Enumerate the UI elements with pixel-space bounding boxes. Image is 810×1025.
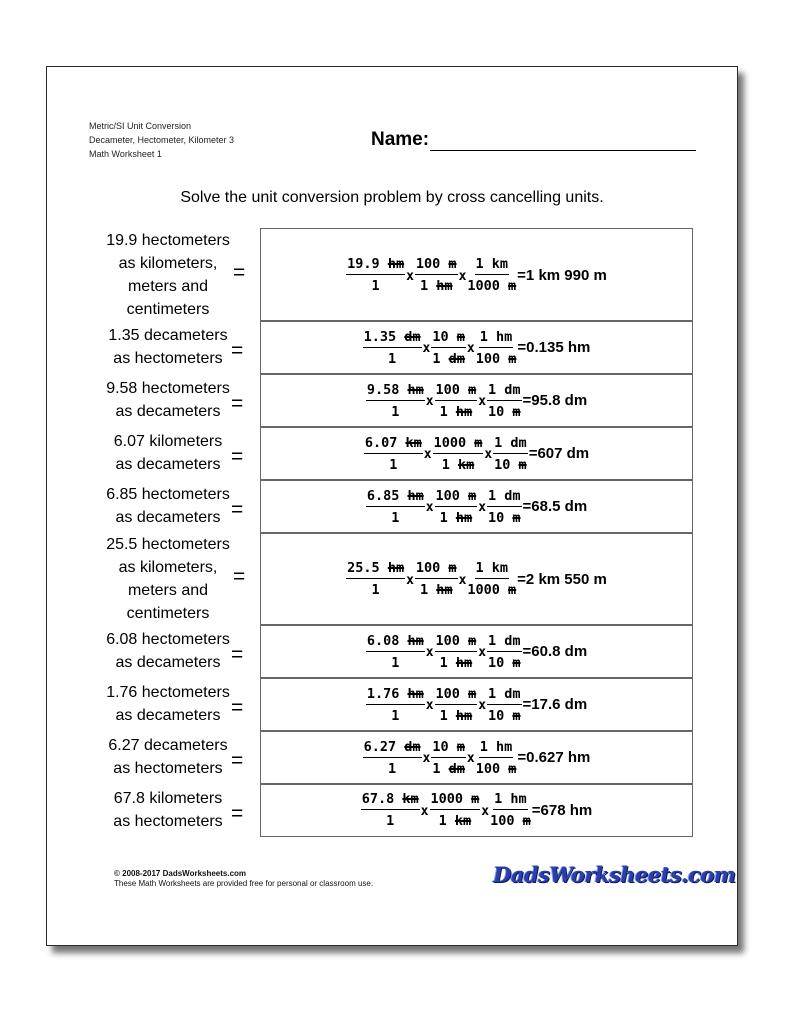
equals-sign: = — [231, 392, 244, 415]
conversion-factor-1 — [433, 435, 484, 473]
answer-value: =1 km 990 m — [517, 266, 607, 284]
denominator: 1 hm — [439, 403, 473, 420]
answer-value: =678 hm — [531, 801, 593, 819]
numerator: 67.8 km — [361, 791, 420, 810]
usage-notice: These Math Worksheets are provided free for personal or classroom use. — [114, 879, 374, 888]
cancelled-unit: m — [508, 278, 517, 294]
worksheet-meta — [89, 119, 234, 161]
numerator: 1 km — [475, 560, 510, 579]
cancelled-unit: hm — [407, 381, 424, 398]
multiply-sign: x — [425, 500, 434, 515]
dadsworksheets-logo[interactable]: DadsWorksheets.com — [493, 862, 736, 887]
multiply-sign: x — [466, 751, 475, 766]
numerator: 1 dm — [487, 633, 522, 652]
solution-cell — [260, 320, 693, 375]
cancelled-unit: hm — [455, 509, 473, 526]
conversion-factor-2 — [487, 633, 522, 671]
cancelled-unit: m — [508, 582, 517, 598]
equals-sign: = — [233, 260, 246, 284]
conversion-expression — [366, 488, 587, 526]
conversion-factor-1 — [431, 739, 466, 777]
cancelled-unit: hm — [387, 256, 405, 272]
cancelled-unit: m — [448, 256, 457, 272]
cancelled-unit: hm — [436, 582, 453, 598]
cancelled-unit: m — [512, 654, 521, 671]
worksheet-page — [46, 66, 738, 946]
conversion-factor-1 — [435, 488, 478, 526]
cancelled-unit: m — [522, 813, 531, 829]
solution-cell — [260, 532, 693, 626]
cancelled-unit: m — [508, 350, 517, 367]
conversion-factor-2 — [476, 329, 517, 367]
multiply-sign: x — [478, 500, 487, 515]
cancelled-unit: m — [518, 456, 527, 473]
denominator: 10 m — [488, 707, 521, 724]
conversion-factor-2 — [487, 382, 522, 420]
equals-sign: = — [231, 498, 244, 521]
problem-question: 1.76 hectometers as decameters — [106, 684, 230, 724]
numerator: 6.08 hm — [366, 633, 425, 652]
conversion-expression — [364, 435, 589, 473]
cancelled-unit: m — [512, 403, 521, 420]
denominator: 1000 m — [467, 278, 517, 294]
numerator: 6.85 hm — [366, 488, 425, 507]
multiply-sign: x — [425, 394, 434, 409]
denominator: 1 — [388, 760, 397, 777]
conversion-factor-2 — [467, 256, 516, 294]
denominator: 10 m — [488, 654, 521, 671]
cancelled-unit: m — [448, 560, 457, 576]
solution-cell — [260, 783, 693, 837]
multiply-sign: x — [478, 645, 487, 660]
numerator: 1 dm — [487, 488, 522, 507]
cancelled-unit: km — [405, 434, 422, 451]
equals-sign: = — [231, 339, 244, 362]
cancelled-unit: dm — [404, 328, 421, 345]
multiply-sign: x — [425, 698, 434, 713]
conversion-factor-1 — [435, 686, 478, 724]
denominator: 1 hm — [439, 509, 473, 526]
conversion-factor-1 — [415, 256, 458, 294]
numerator: 6.07 km — [364, 435, 423, 454]
numerator: 1000 m — [433, 435, 484, 454]
cancelled-unit: hm — [387, 560, 405, 576]
numerator: 1 hm — [493, 791, 528, 810]
cancelled-unit: km — [402, 791, 419, 807]
meta-line-3: Math Worksheet 1 — [89, 149, 162, 159]
problem-question: 25.5 hectometers as kilometers, meters and centimeters — [106, 535, 230, 622]
denominator: 1 dm — [432, 760, 465, 777]
given-fraction — [366, 488, 425, 526]
numerator: 100 m — [415, 560, 458, 579]
cancelled-unit: m — [512, 707, 521, 724]
numerator: 1 dm — [493, 435, 528, 454]
numerator: 1 hm — [479, 739, 514, 758]
cancelled-unit: m — [474, 434, 483, 451]
cancelled-unit: dm — [448, 760, 465, 777]
numerator: 100 m — [435, 633, 478, 652]
conversion-expression — [346, 256, 607, 294]
multiply-sign: x — [425, 645, 434, 660]
numerator: 1000 m — [430, 791, 481, 810]
answer-value: =607 dm — [528, 445, 590, 462]
conversion-factor-1 — [435, 382, 478, 420]
numerator: 25.5 hm — [346, 560, 405, 579]
numerator: 100 m — [435, 488, 478, 507]
cancelled-unit: m — [456, 738, 465, 755]
denominator: 10 m — [488, 403, 521, 420]
answer-value: =95.8 dm — [522, 392, 588, 409]
equals-sign: = — [231, 749, 244, 772]
conversion-factor-2 — [493, 435, 528, 473]
denominator: 1 — [391, 707, 400, 724]
given-fraction — [363, 329, 422, 367]
conversion-expression — [346, 560, 607, 598]
multiply-sign: x — [458, 268, 467, 284]
numerator: 100 m — [415, 256, 458, 275]
cancelled-unit: hm — [407, 632, 424, 649]
given-fraction — [363, 739, 422, 777]
cancelled-unit: m — [468, 381, 477, 398]
cancelled-unit: hm — [455, 403, 473, 420]
conversion-factor-2 — [467, 560, 516, 598]
cancelled-unit: hm — [436, 278, 453, 294]
denominator: 1 hm — [419, 582, 453, 598]
multiply-sign: x — [481, 803, 490, 819]
name-field — [371, 129, 696, 151]
multiply-sign: x — [478, 394, 487, 409]
multiply-sign: x — [422, 751, 431, 766]
denominator: 100 m — [475, 760, 517, 777]
solution-cell — [260, 373, 693, 428]
equals-sign: = — [233, 564, 246, 588]
given-fraction — [346, 256, 405, 294]
multiply-sign: x — [484, 447, 493, 462]
given-fraction — [366, 633, 425, 671]
problem-question: 1.35 decameters as hectometers — [108, 327, 228, 367]
denominator: 1 — [371, 278, 380, 294]
answer-value: =2 km 550 m — [517, 570, 607, 588]
cancelled-unit: m — [508, 760, 517, 777]
problem-question: 9.58 hectometers as decameters — [106, 380, 230, 420]
cancelled-unit: m — [468, 487, 477, 504]
problem-question: 19.9 hectometers as kilometers, meters and centimeters — [106, 231, 230, 318]
given-fraction — [364, 435, 423, 473]
numerator: 1.35 dm — [363, 329, 422, 348]
numerator: 10 m — [431, 739, 466, 758]
conversion-factor-1 — [415, 560, 458, 598]
multiply-sign: x — [422, 341, 431, 356]
name-label: Name: — [371, 129, 430, 150]
denominator: 1 hm — [439, 654, 473, 671]
numerator: 100 m — [435, 686, 478, 705]
name-blank-line[interactable] — [430, 130, 696, 151]
denominator: 1 — [371, 582, 380, 598]
numerator: 1 dm — [487, 686, 522, 705]
denominator: 100 m — [475, 350, 517, 367]
solution-cell — [260, 624, 693, 679]
cancelled-unit: dm — [448, 350, 465, 367]
answer-value: =0.627 hm — [517, 749, 591, 766]
instruction-text: Solve the unit conversion problem by cross cancelling units. — [180, 189, 604, 206]
numerator: 19.9 hm — [346, 256, 405, 275]
numerator: 100 m — [435, 382, 478, 401]
problem-question: 6.08 hectometers as decameters — [106, 631, 230, 671]
denominator: 10 m — [488, 509, 521, 526]
problem-question: 6.85 hectometers as decameters — [106, 486, 230, 526]
cancelled-unit: m — [512, 509, 521, 526]
cancelled-unit: m — [456, 328, 465, 345]
conversion-factor-2 — [487, 488, 522, 526]
given-fraction — [346, 560, 405, 598]
multiply-sign: x — [406, 268, 414, 284]
conversion-factor-2 — [487, 686, 522, 724]
denominator: 1 — [391, 403, 400, 420]
numerator: 10 m — [431, 329, 466, 348]
problem-question: 6.27 decameters as hectometers — [108, 737, 228, 777]
denominator: 100 m — [490, 813, 531, 829]
meta-line-2: Decameter, Hectometer, Kilometer 3 — [89, 135, 235, 145]
cancelled-unit: hm — [455, 707, 473, 724]
given-fraction — [366, 686, 425, 724]
problem-question: 6.07 kilometers as decameters — [113, 433, 223, 473]
denominator: 1 hm — [419, 278, 453, 294]
equals-sign: = — [231, 445, 244, 468]
conversion-factor-1 — [431, 329, 466, 367]
cancelled-unit: m — [468, 632, 477, 649]
denominator: 1 — [386, 813, 395, 829]
denominator: 1 hm — [439, 707, 473, 724]
conversion-expression — [366, 633, 587, 671]
answer-value: =68.5 dm — [522, 498, 588, 515]
copyright-text: © 2008-2017 DadsWorksheets.com — [114, 869, 247, 878]
numerator: 9.58 hm — [366, 382, 425, 401]
problem-question: 67.8 kilometers as hectometers — [113, 789, 223, 830]
multiply-sign: x — [466, 341, 475, 356]
multiply-sign: x — [406, 572, 414, 588]
cancelled-unit: hm — [407, 685, 424, 702]
denominator: 1 dm — [432, 350, 465, 367]
conversion-expression — [363, 739, 591, 777]
cancelled-unit: km — [457, 456, 475, 473]
cancelled-unit: hm — [455, 654, 473, 671]
conversion-expression — [361, 791, 592, 829]
denominator: 1 — [388, 350, 397, 367]
multiply-sign: x — [420, 803, 429, 819]
denominator: 1000 m — [467, 582, 517, 598]
solution-cell — [260, 426, 693, 481]
conversion-factor-2 — [490, 791, 531, 829]
answer-value: =17.6 dm — [522, 696, 588, 713]
multiply-sign: x — [478, 698, 487, 713]
meta-line-1: Metric/SI Unit Conversion — [89, 121, 192, 131]
numerator: 6.27 dm — [363, 739, 422, 758]
denominator: 1 km — [438, 813, 472, 829]
answer-value: =0.135 hm — [517, 339, 591, 356]
denominator: 1 — [391, 509, 400, 526]
conversion-factor-2 — [476, 739, 517, 777]
multiply-sign: x — [458, 572, 467, 588]
solution-cell — [260, 677, 693, 732]
conversion-expression — [366, 382, 587, 420]
denominator: 1 — [391, 654, 400, 671]
denominator: 10 m — [494, 456, 527, 473]
cancelled-unit: hm — [407, 487, 424, 504]
given-fraction — [361, 791, 420, 829]
denominator: 1 — [389, 456, 398, 473]
denominator: 1 km — [441, 456, 475, 473]
conversion-expression — [366, 686, 587, 724]
conversion-factor-1 — [435, 633, 478, 671]
solution-cell — [260, 479, 693, 534]
cancelled-unit: m — [471, 791, 480, 807]
equals-sign: = — [231, 801, 244, 825]
numerator: 1.76 hm — [366, 686, 425, 705]
solution-cell — [260, 730, 693, 785]
cancelled-unit: m — [468, 685, 477, 702]
numerator: 1 dm — [487, 382, 522, 401]
cancelled-unit: km — [454, 813, 472, 829]
equals-sign: = — [231, 696, 244, 719]
numerator: 1 hm — [479, 329, 514, 348]
equals-sign: = — [231, 643, 244, 666]
multiply-sign: x — [423, 447, 432, 462]
cancelled-unit: dm — [404, 738, 421, 755]
answer-value: =60.8 dm — [522, 643, 588, 660]
solution-cell — [260, 228, 693, 322]
conversion-factor-1 — [430, 791, 481, 829]
numerator: 1 km — [475, 256, 510, 275]
footer-copyright — [114, 869, 373, 889]
given-fraction — [366, 382, 425, 420]
conversion-expression — [363, 329, 591, 367]
